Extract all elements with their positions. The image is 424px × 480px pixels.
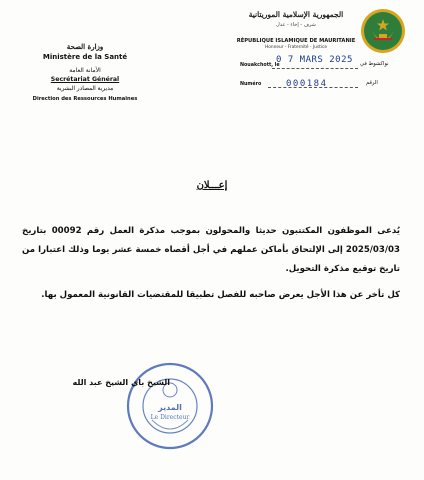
secretariat-french: Secrétariat Général bbox=[50, 76, 120, 83]
number-label-arabic: الرقم bbox=[366, 80, 378, 86]
hr-directorate-arabic: مديرية المصادر البشرية bbox=[56, 86, 114, 92]
national-emblem-icon bbox=[360, 8, 406, 54]
nouakchott-label-arabic: نواكشوط في bbox=[360, 61, 389, 67]
secretariat-arabic: الأمانة العامة bbox=[69, 67, 101, 74]
body-paragraph-1: يُدعى الموظفون المكتتبون حديثا والمحولون بموجب مذكرة العمل رقم 00092 بتاريخ 2025/03/03 إلى الإلتحاق بأماكن عملهم في أجل أقصاه خمسة عشر يوما وذلك اعتبارا من تاريخ توقيع مذكرة التحويل. bbox=[22, 226, 401, 274]
motto-french: Honneur - Fraternité - Justice bbox=[265, 45, 327, 50]
date-line bbox=[272, 68, 358, 69]
stamp-title-arabic: المدير bbox=[158, 403, 182, 412]
ministry-arabic: وزارة الصحة bbox=[66, 42, 104, 51]
signer-name: الشيخ باي الشيخ عبد الله bbox=[72, 378, 170, 387]
stamp-title-french: Le Directeur bbox=[150, 414, 190, 421]
announcement-title: إعـــلان bbox=[196, 180, 228, 191]
official-stamp-icon bbox=[124, 360, 216, 452]
number-label: Numéro bbox=[240, 82, 262, 87]
nouakchott-label: Nouakchott, le bbox=[240, 63, 280, 68]
republic-name-arabic: الجمهورية الإسلامية الموريتانية bbox=[248, 10, 344, 19]
ministry-french: Ministère de la Santé bbox=[42, 53, 128, 61]
number-stamp: 000184 bbox=[286, 79, 328, 89]
republic-name-french: RÉPUBLIQUE ISLAMIQUE DE MAURITANIE bbox=[236, 38, 356, 44]
body-paragraph-2: كل تأخر عن هذا الأجل يعرض صاحبه للفصل تطبيقا للمقتضيات القانونية المعمول بها. bbox=[41, 290, 400, 300]
date-stamp: 0 7 MARS 2025 bbox=[276, 55, 353, 65]
motto-arabic: شرف - إخاء - عدل bbox=[276, 22, 316, 28]
hr-directorate-french: Direction des Ressources Humaines bbox=[32, 96, 138, 102]
